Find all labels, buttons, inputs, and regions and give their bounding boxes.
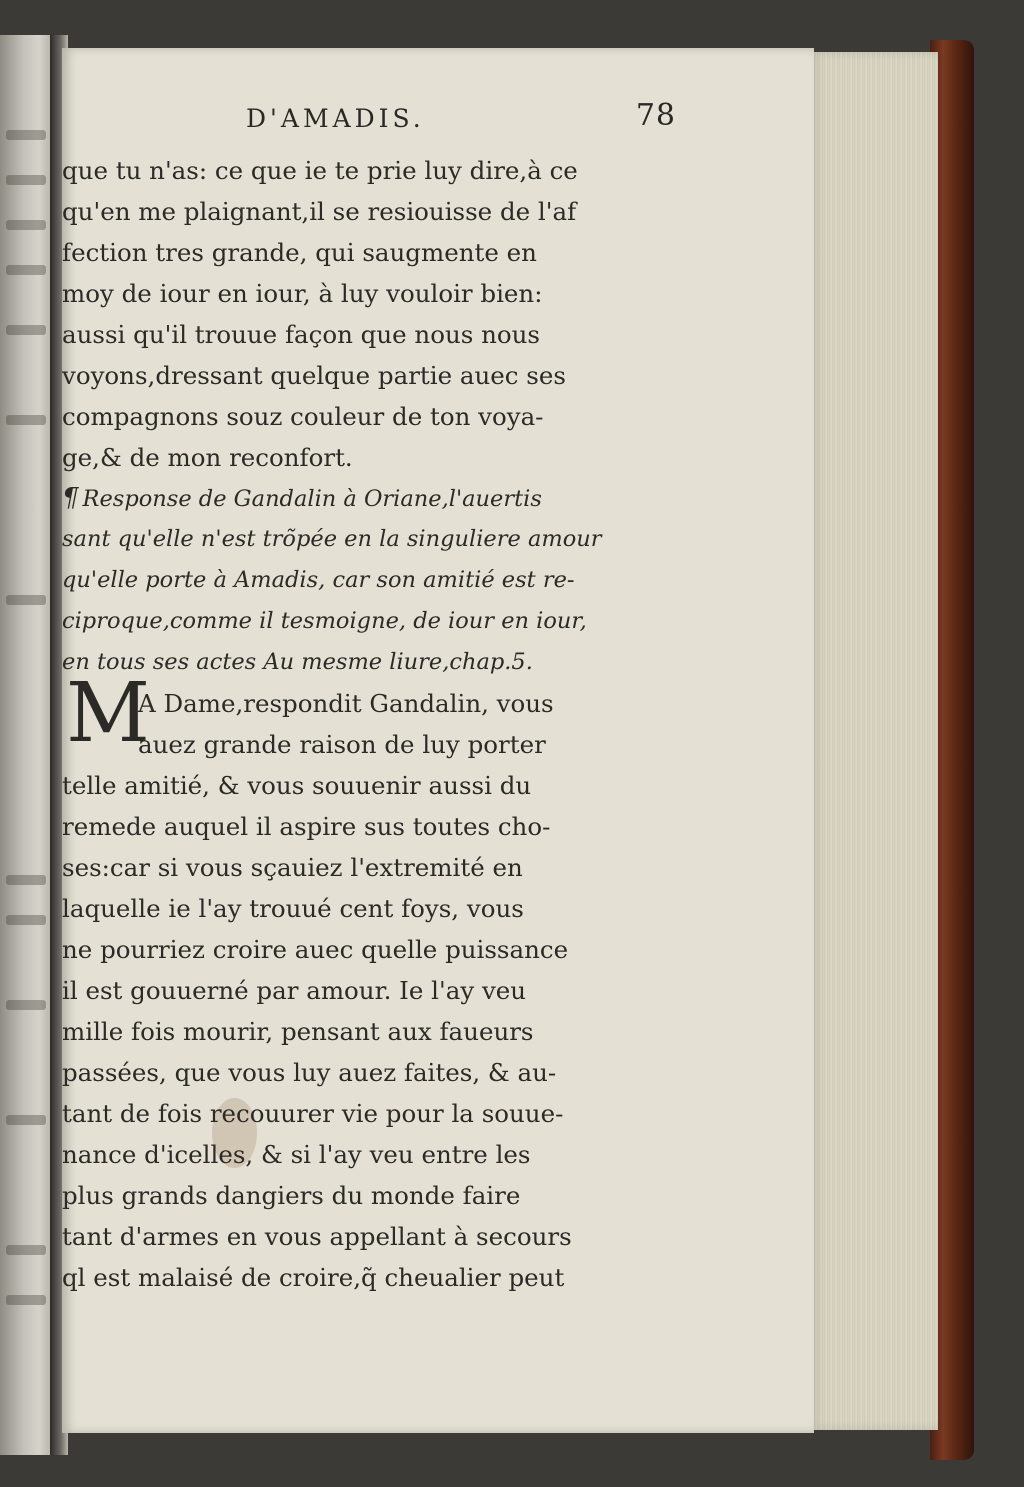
text-line: aussi qu'il trouue façon que nous nous	[62, 320, 540, 349]
left-page-fragment	[6, 1295, 46, 1305]
left-page-fragment	[6, 1115, 46, 1125]
pilcrow-mark: ¶	[62, 483, 79, 513]
text-line: auez grande raison de luy porter	[138, 730, 546, 759]
text-line: ql est malaisé de croire,q̃ cheualier peut	[62, 1263, 565, 1292]
text-line: compagnons souz couleur de ton voya-	[62, 402, 544, 431]
page-number: 78	[635, 98, 676, 133]
rubric-line: en tous ses actes Au mesme liure,chap.5.	[62, 649, 533, 675]
left-page-fragment	[6, 175, 46, 185]
left-page-fragment	[6, 1000, 46, 1010]
text-block	[62, 150, 690, 1298]
rubric-line: sant qu'elle n'est trõpée en la singuliere amour	[62, 526, 602, 552]
page-header	[246, 98, 676, 144]
text-line: ne pourriez croire auec quelle puissance	[62, 935, 569, 964]
left-page-fragment	[6, 220, 46, 230]
left-page-fragment	[6, 1245, 46, 1255]
text-line: il est gouuerné par amour. Ie l'ay veu	[62, 976, 527, 1005]
page-block-edge	[808, 52, 938, 1430]
text-line: A Dame,respondit Gandalin, vous	[138, 689, 554, 718]
running-head: D'AMADIS.	[246, 104, 425, 133]
rubric-line: qu'elle porte à Amadis, car son amitié est re-	[62, 567, 575, 593]
text-line: plus grands dangiers du monde faire	[62, 1181, 521, 1210]
rubric-line: ciproque,comme il tesmoigne, de iour en iour,	[62, 608, 587, 634]
rubric-line	[62, 478, 690, 519]
text-line: qu'en me plaignant,il se resiouisse de l'af	[62, 197, 577, 226]
text-line: nance d'icelles, & si l'ay veu entre les	[62, 1140, 531, 1169]
text-line: mille fois mourir, pensant aux faueurs	[62, 1017, 534, 1046]
text-line: laquelle ie l'ay trouué cent foys, vous	[62, 894, 524, 923]
text-line: voyons,dressant quelque partie auec ses	[62, 361, 566, 390]
left-page-fragment	[6, 595, 46, 605]
text-line: ses:car si vous sçauiez l'extremité en	[62, 853, 523, 882]
text-line: tant de fois recouurer vie pour la souue-	[62, 1099, 564, 1128]
text-line: moy de iour en iour, à luy vouloir bien:	[62, 279, 543, 308]
left-page-fragment	[6, 415, 46, 425]
left-page-fragment	[6, 130, 46, 140]
text-line: fection tres grande, qui saugmente en	[62, 238, 537, 267]
text-line: remede auquel il aspire sus toutes cho-	[62, 812, 551, 841]
left-page-fragment	[6, 265, 46, 275]
left-page-fragment	[6, 325, 46, 335]
text-line: ge,& de mon reconfort.	[62, 443, 353, 472]
left-page-fragment	[6, 875, 46, 885]
drop-cap: M	[66, 666, 150, 761]
text-line: passées, que vous luy auez faites, & au-	[62, 1058, 557, 1087]
left-page-fragment	[6, 915, 46, 925]
rubric-text: Response de Gandalin à Oriane,l'auertis	[82, 486, 542, 512]
left-page-edge	[0, 35, 52, 1455]
text-line: que tu n'as: ce que ie te prie luy dire,à ce	[62, 156, 578, 185]
text-line: telle amitié, & vous souuenir aussi du	[62, 771, 532, 800]
text-line: tant d'armes en vous appellant à secours	[62, 1222, 572, 1251]
